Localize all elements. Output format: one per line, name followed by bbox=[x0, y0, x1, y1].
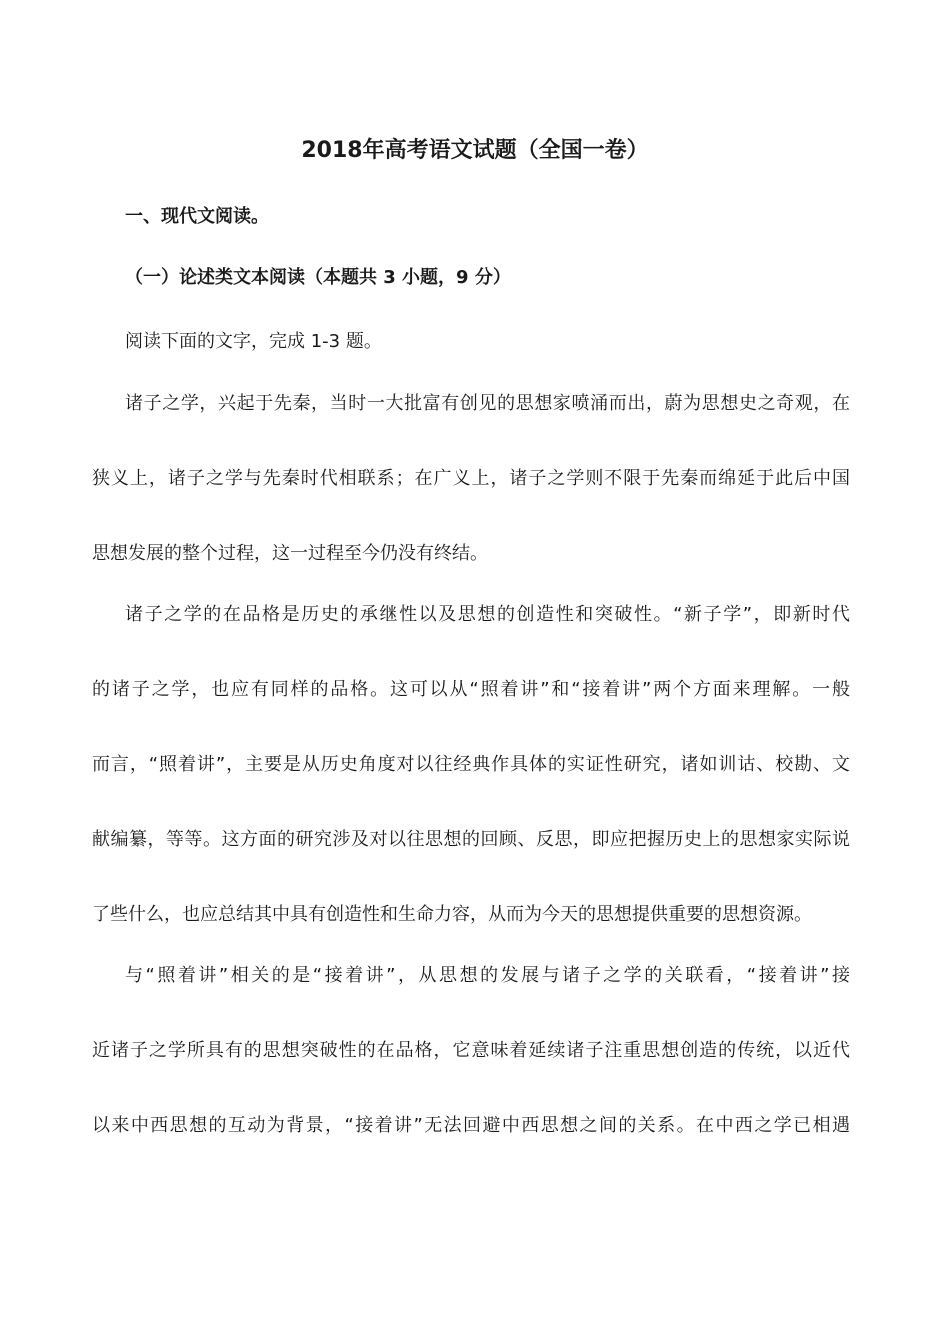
paragraph-line: 诸子之学，兴起于先秦，当时一大批富有创见的思想家喷涌而出，蔚为思想史之奇观，在 bbox=[125, 393, 850, 414]
paragraph-line: 近诸子之学所具有的思想突破性的在品格，它意味着延续诸子注重思想创造的传统，以近代 bbox=[92, 1040, 850, 1061]
paragraph-line: 与“照着讲”相关的是“接着讲”，从思想的发展与诸子之学的关联看，“接着讲”接 bbox=[125, 965, 850, 986]
subsection-heading: （一）论述类文本阅读（本题共 3 小题，9 分） bbox=[125, 267, 511, 288]
paragraph-line: 而言，“照着讲”，主要是从历史角度对以往经典作具体的实证性研究，诸如训诂、校勘、文 bbox=[92, 754, 850, 775]
paragraph-line: 献编纂，等等。这方面的研究涉及对以往思想的回顾、反思，即应把握历史上的思想家实际说 bbox=[92, 829, 850, 850]
paragraph-line: 的诸子之学，也应有同样的品格。这可以从“照着讲”和“接着讲”两个方面来理解。一般 bbox=[92, 679, 850, 700]
paragraph-line: 了些什么，也应总结其中具有创造性和生命力容，从而为今天的思想提供重要的思想资源。 bbox=[92, 904, 812, 925]
paragraph-line: 狭义上，诸子之学与先秦时代相联系；在广义上，诸子之学则不限于先秦而绵延于此后中国 bbox=[92, 468, 850, 489]
section-heading: 一、现代文阅读。 bbox=[125, 206, 269, 227]
paragraph-line: 以来中西思想的互动为背景，“接着讲”无法回避中西思想之间的关系。在中西之学已相遇 bbox=[92, 1115, 850, 1136]
paragraph-line: 诸子之学的在品格是历史的承继性以及思想的创造性和突破性。“新子学”，即新时代 bbox=[125, 604, 850, 625]
paragraph-line: 思想发展的整个过程，这一过程至今仍没有终结。 bbox=[92, 543, 488, 564]
instruction-text: 阅读下面的文字，完成 1-3 题。 bbox=[125, 331, 382, 352]
document-title: 2018年高考语文试题（全国一卷） bbox=[301, 138, 649, 163]
